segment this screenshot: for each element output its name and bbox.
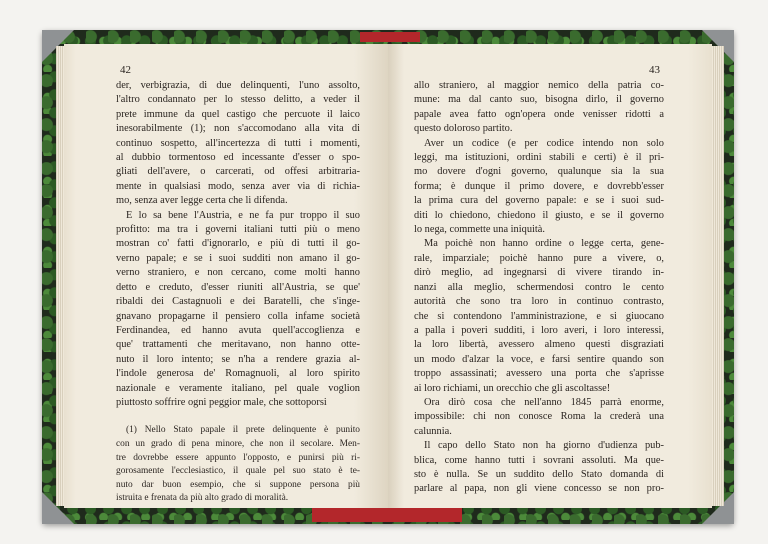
text-line: dirò meglio, ad ingegnarsi di vivere tirando in- [414, 267, 664, 279]
text-line: nazionale e veramente italiano, pel quale voglion [116, 382, 360, 394]
text-line: rale, imparziale; poichè hanno pure a vivere, o, [414, 252, 664, 264]
text-line: forma; è dunque il primo dovere, e dovrebb'esser [414, 180, 664, 192]
text-line: lo nega, commette una iniquità. [414, 224, 545, 236]
footnote-line: con un grado di pena minore, che non il secolare. Men- [116, 438, 360, 449]
left-page-body [116, 79, 360, 410]
text-line: Ora dirò cosa che nell'anno 1845 parrà enorme, [424, 396, 664, 408]
text-line: Aver un codice (e per codice intendo non solo [424, 137, 664, 149]
text-line: sto è nulla. Se un suddito dello Stato domanda di [414, 468, 664, 480]
text-line: mo dovere d'ogni governo, qualunque sia la sua [414, 166, 664, 178]
bookmark-ribbon [360, 32, 420, 42]
text-line: der, verbigrazia, di due delinquenti, l'uno assolto, [116, 80, 360, 91]
text-line: que' trattamenti che meritavano, non hanno otte- [116, 339, 360, 351]
text-line: calunnia. [414, 425, 452, 437]
text-line: l'altro condannato per lo stesso delitto, a veder il [116, 94, 360, 106]
text-line: mo, senza aver legge certa che li difenda. [116, 195, 288, 207]
text-line: al dubbio tormentoso ed incessante d'esser o spo- [116, 152, 360, 164]
footnote [116, 424, 360, 506]
text-line: verno straniero, e non cercano, come molti hanno [116, 267, 360, 279]
text-line: inesorabilmente (1); non s'accomodano alla vita di [116, 123, 360, 135]
text-line: papale avea fatto ogn'opera onde venisser ridotti a [414, 108, 664, 120]
text-line: leggi, ma istituzioni, ordini stabili e certi) è il pri- [414, 152, 664, 164]
bookmark-ribbon [312, 508, 462, 522]
footnote-line: gorosamente l'ecclesiastico, il quale pel suo stato è te- [116, 466, 360, 477]
text-line: ribaldi dei Castagnuoli e dei Baratelli, che s'inge- [116, 296, 360, 308]
text-line: gliati dell'avere, o carcerati, od offesi arbitraria- [116, 166, 360, 178]
footnote-line: istruita e frenata da più alto grado di moralità. [116, 493, 289, 504]
page-number: 42 [120, 64, 131, 76]
text-line: che si contendono l'amministrazione, e si giuocano [414, 310, 664, 322]
text-line: mostran co' fatti d'ignorarlo, e più di tutti il go- [116, 238, 360, 250]
text-line: Ferdinandea, ed hanno avuta quell'accoglienza e [116, 324, 360, 336]
right-page-body [414, 79, 664, 497]
text-line: un modo d'alzar la voce, e farsi sentire quando son [414, 353, 664, 365]
text-line: nuto il loro intento; se n'ha a rendere grazia al- [116, 353, 360, 365]
page-number: 43 [649, 64, 660, 76]
footnote-line: (1) Nello Stato papale il prete delinquente è punito [126, 425, 360, 436]
text-line: allo straniero, al maggior nemico della patria co- [414, 80, 664, 91]
open-book [42, 30, 734, 524]
text-line: gnavano propagarne il pensiero colla infame società [116, 310, 360, 322]
text-line: mune: ma dal canto suo, bisogna dirlo, il governo [414, 94, 664, 106]
footnote-line: nuto dar buon esempio, che si suppone persona più [116, 479, 360, 490]
footnote-line: tre dovrebbe essere appunto l'opposto, e punirsi più ri- [116, 452, 360, 463]
text-line: a palla i poveri sudditi, i loro averi, i loro interessi, [414, 324, 664, 336]
text-line: detto e creduto, d'esser riuniti all'Austria, se que' [116, 281, 360, 293]
text-line: mente in qualsiasi modo, senza aver via di richia- [116, 180, 360, 192]
text-line: piuttosto soffrire ogni peggior male, che sottoporsi [116, 396, 327, 408]
text-line: prete immune da quel castigo che percuote il laico [116, 108, 360, 120]
text-line: blica, come hanno tutti i sovrani assoluti. Ma que- [414, 454, 664, 466]
text-line: questo doloroso partito. [414, 123, 513, 135]
text-line: verno papale; e se i suoi sudditi non amano il go- [116, 252, 360, 264]
text-line: la loro libertà, avessero almeno questi disgraziati [414, 339, 664, 351]
text-line: impossibile: chi non conosce Roma la crederà una [414, 411, 664, 423]
text-line: E lo sa bene l'Austria, e ne fa pur troppo il suo [126, 209, 360, 221]
right-page [388, 44, 712, 508]
text-line: Ma poichè non hanno ordine o legge certa, gene- [424, 238, 664, 250]
text-line: profitto: ma tra i governi italiani tutti più o meno [116, 224, 360, 236]
text-line: Il capo dello Stato non ha giorno d'udienza pub- [424, 440, 664, 452]
left-page [64, 44, 388, 508]
text-line: l'indole generosa de' Romagnuoli, al loro spirito [116, 368, 360, 380]
text-line: la prima cura del governo papale: e se i suoi sud- [414, 195, 664, 207]
text-line: diti lo chiedono, chiedono il giusto, e se il governo [414, 209, 664, 221]
text-line: continuo sospetto, all'incertezza di tutti i momenti, [116, 137, 360, 149]
text-line: troppo assassinati; avessero una porta che s'aprisse [414, 368, 664, 380]
text-line: nanzi alla meglio, schermendosi contro le cento [414, 281, 664, 293]
text-line: parlare al papa, non gli viene concesso se non pro- [414, 483, 664, 495]
text-line: autorità che sono tra loro in continuo contrasto, [414, 296, 664, 308]
text-line: ai loro richiami, un orecchio che gli ascoltasse! [414, 382, 611, 394]
page-edges-right [710, 46, 724, 506]
